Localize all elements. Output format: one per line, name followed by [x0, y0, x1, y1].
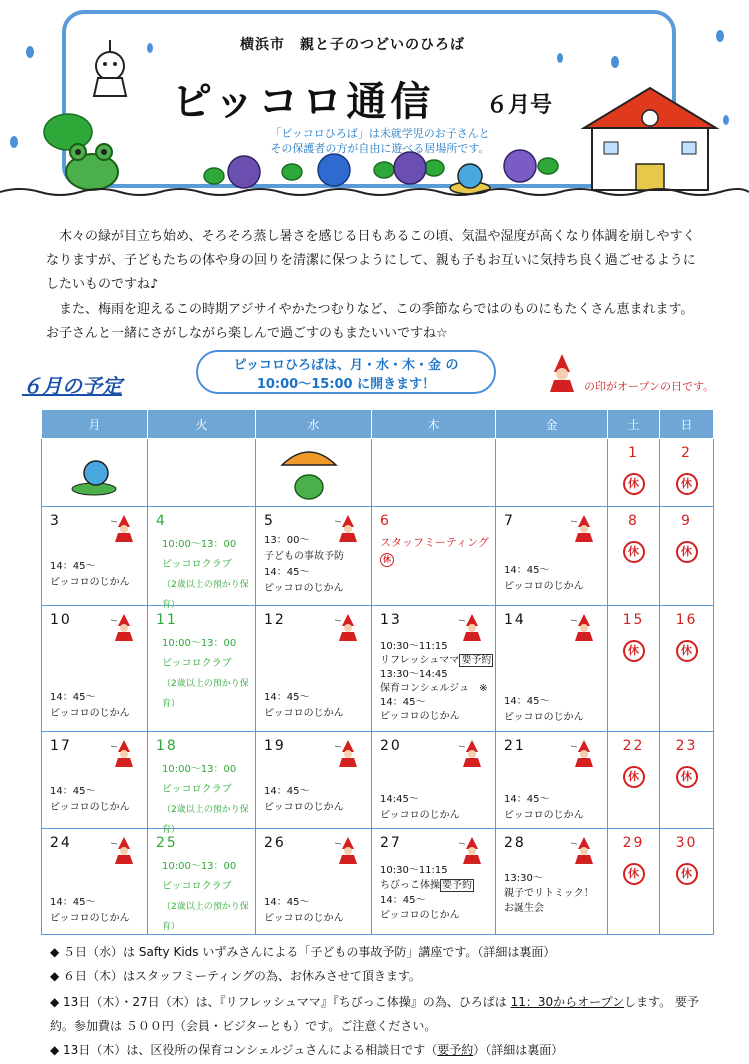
day-number: 3 [50, 513, 61, 529]
day-number: 16 [675, 612, 698, 628]
closed-mark-icon: 休 [676, 541, 698, 563]
day-number: 21 [504, 738, 526, 754]
event-time: 14：45〜 [264, 692, 310, 703]
calendar-day-cell [372, 732, 496, 829]
event-title: ちびっこ体操 [380, 880, 440, 891]
day-number: 22 [622, 738, 645, 754]
notice-4 [50, 1040, 710, 1060]
calendar-day-cell [496, 829, 608, 935]
closed-mark-icon: 休 [676, 863, 698, 885]
event-time: 13:30〜 [504, 873, 543, 884]
day-number: 1 [628, 445, 639, 461]
bubble-line-2: 10:00〜15:00 に開きます！ [256, 377, 436, 392]
event-time: 13:30〜14:45 [380, 669, 448, 680]
weekday-thu: 木 [372, 410, 496, 439]
calendar-cell-empty [148, 439, 256, 507]
tagline [240, 126, 520, 156]
event-text [162, 535, 255, 615]
event-time: 14：45〜 [380, 697, 426, 708]
open-day-gnome-icon [109, 513, 139, 543]
open-day-gnome-icon [333, 835, 363, 865]
day-number: 4 [156, 513, 167, 529]
event-text [504, 792, 584, 824]
calendar-cell-empty [496, 439, 608, 507]
school-house-icon [584, 88, 716, 190]
event-title: ピッコロのじかん [504, 581, 584, 592]
weekday-fri: 金 [496, 410, 608, 439]
day-number: 19 [264, 738, 286, 754]
snail-icon [64, 449, 124, 499]
open-day-gnome-icon [109, 835, 139, 865]
calendar-day-cell [660, 732, 714, 829]
event-time: 14：45〜 [50, 786, 96, 797]
event-title-row [380, 878, 474, 893]
day-number: 7 [504, 513, 515, 529]
event-text [264, 690, 344, 722]
day-number: 9 [681, 513, 692, 529]
calendar-week-row [42, 507, 714, 606]
reservation-required-badge: 要予約 [461, 655, 492, 666]
open-day-gnome-icon [109, 612, 139, 642]
closed-mark-icon: 休 [676, 473, 698, 495]
weekday-tue: 火 [148, 410, 256, 439]
weekday-wed: 水 [256, 410, 372, 439]
event-title: 保育コンシェルジュ ※ [380, 683, 488, 694]
event-time: 14：45〜 [50, 561, 96, 572]
open-day-legend: の印がオープンの日です。 [584, 380, 715, 393]
day-number: 29 [622, 835, 645, 851]
day-number: 24 [50, 835, 72, 851]
calendar-day-cell [42, 829, 148, 935]
calendar-day-cell [372, 507, 496, 606]
day-number: 12 [264, 612, 286, 628]
teruteru-doll-icon [94, 40, 126, 96]
event-time: 10:00〜13：00 [162, 764, 237, 775]
intro-paragraph-1: 木々の緑が目立ち始め、そろそろ蒸し暑さを感じる日もあるこの頃、気温や湿度が高くなり体調を崩しやすくなりますが、子どもたちの体や身の回りを清潔に保つようにして、親も子もお互いに気持ち良く過ごせるようにしたいものですね♪ [46, 229, 696, 292]
calendar-day-cell [256, 507, 372, 606]
calendar-day-cell [496, 732, 608, 829]
closed-mark-icon: 休 [380, 553, 394, 567]
open-day-gnome-icon [457, 835, 487, 865]
event-title: ピッコロのじかん [50, 802, 130, 813]
event-title: ピッコロのじかん [264, 583, 344, 594]
event-time: 14：45〜 [504, 696, 550, 707]
event-text [264, 533, 344, 597]
event-title: ピッコロクラブ [162, 658, 232, 669]
event-time: 14：45〜 [504, 794, 550, 805]
notice-3-part-1: ◆ 13日（木）・27日（木）は、『リフレッシュママ』『ちびっこ体操』の為、ひろばは [50, 995, 511, 1009]
event-note: （2歳以上の預かり保育） [162, 580, 249, 610]
day-number: 23 [675, 738, 698, 754]
notice-4-reservation: 要予約 [437, 1043, 474, 1057]
notice-3-part-2: します。 要予約。参加費は ５００円（会員・ビジターとも）です。ご注意ください。 [50, 995, 699, 1033]
calendar-day-cell [660, 507, 714, 606]
event-time: 14：45〜 [50, 897, 96, 908]
piccolo-gnome-icon [540, 350, 584, 394]
event-title: お誕生会 [504, 903, 544, 914]
event-time: 10:00〜13：00 [162, 861, 237, 872]
day-number: 14 [504, 612, 526, 628]
notice-3-open-time: 11：30からオープン [510, 995, 625, 1009]
day-number: 26 [264, 835, 286, 851]
day-number: 25 [156, 835, 178, 851]
event-time: 10:30〜11:15 [380, 865, 448, 876]
event-note: （2歳以上の預かり保育） [162, 902, 249, 932]
event-time: 14：45〜 [504, 565, 550, 576]
weekday-sat: 土 [608, 410, 660, 439]
weekday-sun: 日 [660, 410, 714, 439]
open-day-gnome-icon [569, 738, 599, 768]
event-title: ピッコロのじかん [380, 910, 460, 921]
calendar-week-row [42, 829, 714, 935]
weekday-header-row [42, 410, 714, 439]
calendar-day-cell [148, 829, 256, 935]
calendar-day-cell [608, 606, 660, 732]
calendar-day-cell [660, 606, 714, 732]
day-number: 20 [380, 738, 402, 754]
event-time: 13：00〜 [264, 535, 310, 546]
day-number: 5 [264, 513, 275, 529]
open-day-gnome-icon [333, 738, 363, 768]
event-time: 10:30〜11:15 [380, 641, 448, 652]
calendar-day-cell [42, 507, 148, 606]
event-title: 子どもの事故予防 [264, 551, 344, 562]
event-time: 14:45〜 [380, 794, 419, 805]
calendar-day-cell [148, 732, 256, 835]
event-text [380, 535, 489, 567]
calendar-day-cell [660, 829, 714, 935]
city-org-name: 横浜市 親と子のつどいのひろば [240, 37, 465, 53]
event-text [504, 563, 584, 595]
event-title: スタッフミーティング [380, 536, 489, 549]
event-text [380, 640, 493, 724]
calendar-day-cell [496, 507, 608, 606]
closed-mark-icon: 休 [676, 766, 698, 788]
calendar-day-cell [256, 732, 372, 829]
calendar-day-cell [256, 606, 372, 732]
frog-umbrella-icon [274, 443, 344, 503]
closed-mark-icon: 休 [623, 863, 645, 885]
event-text [380, 792, 460, 824]
schedule-title: ６月の予定 [22, 374, 122, 398]
issue-label: ６月号 [486, 93, 553, 118]
day-number: 18 [156, 738, 178, 754]
calendar-cell-empty [42, 439, 148, 507]
open-day-gnome-icon [457, 738, 487, 768]
event-title: ピッコロのじかん [50, 577, 130, 588]
reservation-required-badge: 要予約 [442, 880, 472, 891]
calendar-day-cell [608, 439, 660, 507]
day-number: 10 [50, 612, 72, 628]
closed-mark-icon: 休 [623, 766, 645, 788]
open-day-gnome-icon [333, 612, 363, 642]
calendar-week-row [42, 606, 714, 732]
event-text [162, 634, 255, 714]
event-title: リフレッシュママ [380, 655, 460, 666]
closed-mark-icon: 休 [623, 473, 645, 495]
closed-mark-icon: 休 [623, 541, 645, 563]
day-number: 30 [675, 835, 698, 851]
notice-4-part-2: ）（詳細は裏面） [473, 1043, 564, 1057]
day-number: 11 [156, 612, 178, 628]
event-time: 14：45〜 [380, 895, 426, 906]
calendar-day-cell [372, 829, 496, 935]
event-text [50, 690, 130, 722]
intro-paragraph-2: また、梅雨を迎えるこの時期アジサイやかたつむりなど、この季節ならではのものにもたくさん恵まれます。お子さんと一緒にさがしながら楽しんで過ごすのもまたいいですね☆ [46, 302, 694, 341]
calendar-day-cell [660, 439, 714, 507]
day-number: 15 [622, 612, 645, 628]
event-time: 10:00〜13：00 [162, 638, 237, 649]
closed-mark-icon: 休 [623, 640, 645, 662]
open-day-gnome-icon [109, 738, 139, 768]
event-time: 14：45〜 [264, 786, 310, 797]
open-day-gnome-icon [569, 835, 599, 865]
day-number: 13 [380, 612, 402, 628]
event-note: （2歳以上の預かり保育） [162, 805, 249, 835]
event-time: 10:00〜13：00 [162, 539, 237, 550]
calendar-day-cell [42, 606, 148, 732]
event-time: 14：45〜 [264, 897, 310, 908]
event-title: ピッコロのじかん [264, 708, 344, 719]
notice-1: ◆ ５日（水）は Safty Kids いずみさんによる「子どもの事故予防」講座です。（詳細は裏面） [50, 945, 556, 959]
event-title: ピッコロのじかん [264, 802, 344, 813]
calendar-day-cell [148, 606, 256, 732]
event-title: ピッコロのじかん [504, 810, 584, 821]
calendar-day-cell [608, 732, 660, 829]
notice-3 [50, 990, 710, 1038]
event-note: （2歳以上の預かり保育） [162, 679, 249, 709]
event-title: ピッコロのじかん [504, 712, 584, 723]
event-text [50, 784, 130, 816]
day-number: 8 [628, 513, 639, 529]
calendar-day-cell [608, 829, 660, 935]
frog-icon [66, 144, 118, 190]
day-number: 28 [504, 835, 526, 851]
bubble-line-1: ピッコロひろばは、月・水・木・金 の [233, 358, 459, 373]
event-title: ピッコロのじかん [50, 913, 130, 924]
closed-mark-icon: 休 [676, 640, 698, 662]
event-title: ピッコロクラブ [162, 559, 232, 570]
tagline-line-1: 「ピッコロひろば」は未就学児のお子さんと [270, 127, 490, 140]
open-day-gnome-icon [569, 513, 599, 543]
event-title-row [380, 654, 493, 668]
event-title: 親子でリトミック！ [504, 888, 594, 899]
event-text [504, 871, 594, 916]
event-time: 14：45〜 [50, 692, 96, 703]
event-title: ピッコロクラブ [162, 881, 232, 892]
tagline-line-2: その保護者の方が自由に遊べる居場所です。 [270, 142, 490, 155]
event-text [264, 784, 344, 816]
calendar-cell-empty [256, 439, 372, 507]
notice-2: ◆ ６日（木）はスタッフミーティングの為、お休みさせて頂きます。 [50, 969, 421, 983]
snail-icon [450, 164, 490, 194]
newsletter-title: ピッコロ通信 [172, 79, 435, 125]
june-calendar [41, 409, 714, 935]
calendar-day-cell [148, 507, 256, 610]
event-title: ピッコロのじかん [380, 711, 460, 722]
day-number: 27 [380, 835, 402, 851]
weekday-mon: 月 [42, 410, 148, 439]
event-text [162, 857, 255, 937]
day-number: 2 [681, 445, 692, 461]
calendar-day-cell [42, 732, 148, 829]
event-text [264, 895, 344, 927]
event-title: ピッコロのじかん [264, 913, 344, 924]
event-title: ピッコロクラブ [162, 784, 232, 795]
opening-hours-bubble [196, 350, 496, 394]
calendar-week-row [42, 732, 714, 829]
event-title: ピッコロのじかん [50, 708, 130, 719]
open-day-gnome-icon [457, 612, 487, 642]
event-text [504, 694, 584, 726]
day-number: 6 [380, 513, 391, 529]
open-day-gnome-icon [569, 612, 599, 642]
event-text [50, 895, 130, 927]
calendar-week-row [42, 439, 714, 507]
day-number: 17 [50, 738, 72, 754]
calendar-day-cell [256, 829, 372, 935]
notice-4-part-1: ◆ 13日（木）は、区役所の保育コンシェルジュさんによる相談日です（ [50, 1043, 438, 1057]
event-title: ピッコロのじかん [380, 810, 460, 821]
calendar-day-cell [496, 606, 608, 732]
calendar-day-cell [372, 606, 496, 732]
calendar-cell-empty [372, 439, 496, 507]
calendar-day-cell [608, 507, 660, 606]
event-text [50, 559, 130, 591]
event-text [380, 863, 474, 923]
event-time: 14：45〜 [264, 567, 310, 578]
